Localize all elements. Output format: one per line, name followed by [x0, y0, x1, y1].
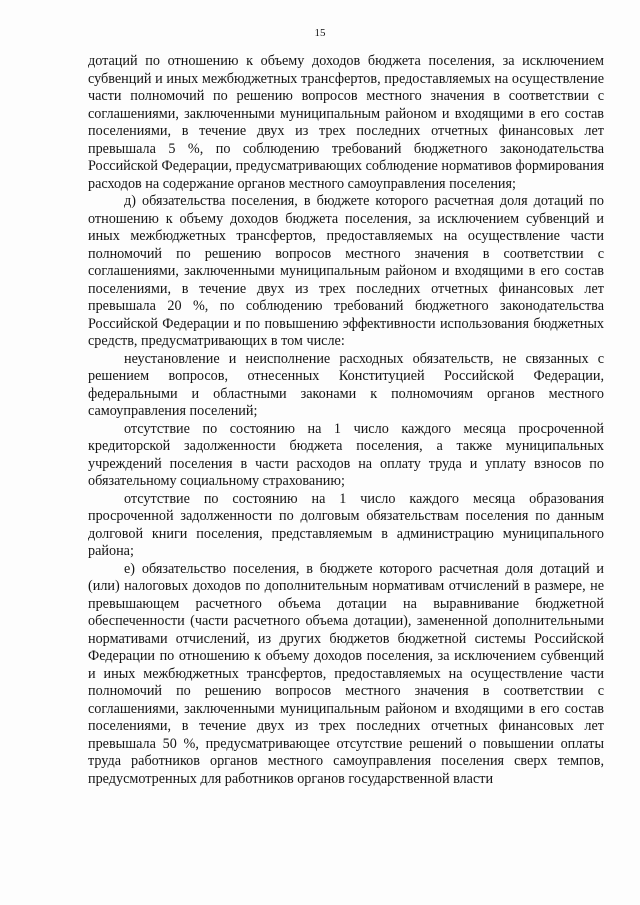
paragraph-subitem-obligations: неустановление и неисполнение расходных обязательств, не связанных с решением вопросов, отнесенных Конституцией Российской Федерации, федеральными и областными законами к полномочиям органов местного самоуправления поселений;	[88, 350, 604, 419]
paragraph-subitem-creditor-debt: отсутствие по состоянию на 1 число каждого месяца просроченной кредиторской задолженности бюджета поселения, а также муниципальных учреждений поселения в части расходов на оплату труда и уплату взносов по обязательному социальному страхованию;	[88, 420, 604, 489]
paragraph-subitem-debt-obligations: отсутствие по состоянию на 1 число каждого месяца образования просроченной задолженности по долговым обязательствам поселения по данным долговой книги поселения, представляемым в администрацию муниципального района;	[88, 490, 604, 559]
paragraph-item-e: е) обязательство поселения, в бюджете которого расчетная доля дотаций и (или) налоговых доходов по дополнительным нормативам отчислений в размере, не превышающем расчетного объема дотации на выравнивание бюджетной обеспеченности (части расчетного объема дотации), замененной дополнительными нормативами отчислений, из других бюджетов бюджетной системы Российской Федерации по отношению к объему доходов поселения, за исключением субвенций и иных межбюджетных трансфертов, предоставляемых на осуществление части полномочий по решению вопросов местного значения в соответствии с соглашениями, заключенными муниципальным районом и входящими в его состав поселениями, в течение двух из трех последних отчетных финансовых лет превышала 50 %, предусматривающее отсутствие решений о повышении оплаты труда работников органов местного самоуправления поселения сверх темпов, предусмотренных для работников органов государственной власти	[88, 560, 604, 787]
paragraph-continuation: дотаций по отношению к объему доходов бюджета поселения, за исключением субвенций и иных межбюджетных трансфертов, предоставляемых на осуществление части полномочий по решению вопросов местного значения в соответствии с соглашениями, заключенными муниципальным районом и входящими в его состав поселениями, в течение двух из трех последних отчетных финансовых лет превышала 5 %, по соблюдению требований бюджетного законодательства Российской Федерации, предусматривающих соблюдение нормативов формирования расходов на содержание органов местного самоуправления поселения;	[88, 53, 604, 192]
page-number: 15	[314, 27, 326, 39]
paragraph-item-d: д) обязательства поселения, в бюджете которого расчетная доля дотаций по отношению к объему доходов бюджета поселения, за исключением субвенций и иных межбюджетных трансфертов, предоставляемых на осуществление части полномочий по решению вопросов местного значения в соответствии с соглашениями, заключенными муниципальным районом и входящими в его состав поселениями, в течение двух из трех последних отчетных финансовых лет превышала 20 %, по соблюдению требований бюджетного законодательства Российской Федерации и по повышению эффективности использования бюджетных средств, предусматривающих в том числе:	[88, 193, 604, 349]
document-body	[88, 53, 604, 788]
